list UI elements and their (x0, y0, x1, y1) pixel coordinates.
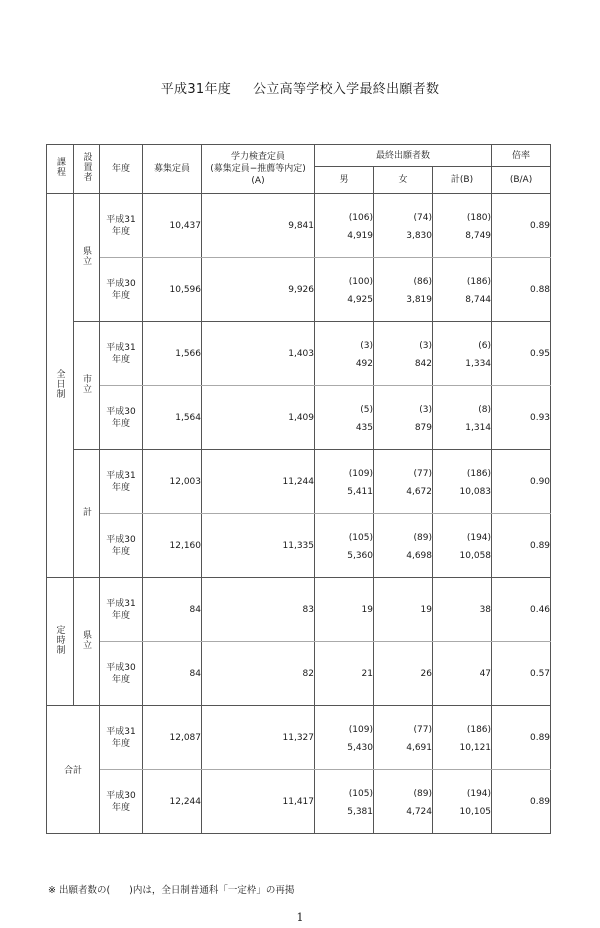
year-cell: 平成31 年度 (100, 450, 143, 514)
capacity-cell: 84 (143, 642, 202, 706)
table-row (47, 450, 551, 514)
female-cell: (77) 4,672 (374, 450, 433, 514)
ratio-cell: 0.89 (492, 770, 551, 834)
course-fulltime: 全日制 (47, 194, 74, 578)
total-cell: 47 (433, 642, 492, 706)
ratio-cell: 0.46 (492, 578, 551, 642)
exam-capacity-cell: 11,244 (202, 450, 315, 514)
header-founder: 設置者 (74, 145, 100, 194)
founder-prefectural: 県立 (74, 194, 100, 322)
male-cell: (109) 5,430 (315, 706, 374, 770)
male-cell: (5) 435 (315, 386, 374, 450)
ratio-cell: 0.89 (492, 194, 551, 258)
male-cell: 21 (315, 642, 374, 706)
female-cell: 26 (374, 642, 433, 706)
capacity-cell: 1,564 (143, 386, 202, 450)
header-capacity: 募集定員 (143, 145, 202, 194)
title-year: 平成31年度 (160, 82, 232, 97)
title-subject: 公立高等学校入学最終出願者数 (253, 82, 440, 97)
total-cell: (8) 1,314 (433, 386, 492, 450)
exam-capacity-cell: 11,335 (202, 514, 315, 578)
total-cell: (186) 8,744 (433, 258, 492, 322)
total-cell: (186) 10,083 (433, 450, 492, 514)
table-row (47, 258, 551, 322)
founder-prefectural: 県立 (74, 578, 100, 706)
year-cell: 平成30 年度 (100, 386, 143, 450)
female-cell: (77) 4,691 (374, 706, 433, 770)
course-parttime: 定時制 (47, 578, 74, 706)
table-row (47, 514, 551, 578)
total-cell: (6) 1,334 (433, 322, 492, 386)
header-total: 計(B) (433, 167, 492, 194)
year-cell: 平成30 年度 (100, 258, 143, 322)
grand-total-label: 合計 (47, 706, 100, 834)
male-cell: (109) 5,411 (315, 450, 374, 514)
ratio-cell: 0.93 (492, 386, 551, 450)
header-exam-capacity: 学力検査定員 (募集定員−推薦等内定) (A) (202, 145, 315, 194)
female-cell: (89) 4,724 (374, 770, 433, 834)
exam-capacity-cell: 9,926 (202, 258, 315, 322)
applicants-table (46, 144, 551, 834)
header-applicants: 最終出願者数 (315, 145, 492, 167)
exam-capacity-cell: 11,327 (202, 706, 315, 770)
year-cell: 平成30 年度 (100, 770, 143, 834)
female-cell: (74) 3,830 (374, 194, 433, 258)
year-cell: 平成31 年度 (100, 322, 143, 386)
male-cell: (3) 492 (315, 322, 374, 386)
female-cell: (3) 842 (374, 322, 433, 386)
header-course: 課程 (47, 145, 74, 194)
table-row (47, 706, 551, 770)
capacity-cell: 12,160 (143, 514, 202, 578)
male-cell: (105) 5,360 (315, 514, 374, 578)
capacity-cell: 1,566 (143, 322, 202, 386)
table-row (47, 386, 551, 450)
female-cell: (3) 879 (374, 386, 433, 450)
ratio-cell: 0.90 (492, 450, 551, 514)
capacity-cell: 12,244 (143, 770, 202, 834)
capacity-cell: 84 (143, 578, 202, 642)
header-female: 女 (374, 167, 433, 194)
year-cell: 平成30 年度 (100, 514, 143, 578)
ratio-cell: 0.89 (492, 514, 551, 578)
exam-capacity-cell: 9,841 (202, 194, 315, 258)
capacity-cell: 10,437 (143, 194, 202, 258)
table-row (47, 642, 551, 706)
total-cell: (194) 10,105 (433, 770, 492, 834)
year-cell: 平成30 年度 (100, 642, 143, 706)
total-cell: (180) 8,749 (433, 194, 492, 258)
table-row (47, 322, 551, 386)
total-cell: (194) 10,058 (433, 514, 492, 578)
year-cell: 平成31 年度 (100, 578, 143, 642)
founder-municipal: 市立 (74, 322, 100, 450)
table-row (47, 578, 551, 642)
ratio-cell: 0.89 (492, 706, 551, 770)
exam-capacity-cell: 1,403 (202, 322, 315, 386)
table-row (47, 194, 551, 258)
header-male: 男 (315, 167, 374, 194)
male-cell: (105) 5,381 (315, 770, 374, 834)
total-cell: (186) 10,121 (433, 706, 492, 770)
female-cell: (86) 3,819 (374, 258, 433, 322)
ratio-cell: 0.57 (492, 642, 551, 706)
table-row (47, 770, 551, 834)
header-ratio: 倍率 (492, 145, 551, 167)
exam-capacity-cell: 82 (202, 642, 315, 706)
capacity-cell: 12,087 (143, 706, 202, 770)
female-cell: 19 (374, 578, 433, 642)
total-cell: 38 (433, 578, 492, 642)
exam-capacity-cell: 11,417 (202, 770, 315, 834)
ratio-cell: 0.88 (492, 258, 551, 322)
exam-capacity-cell: 83 (202, 578, 315, 642)
male-cell: (106) 4,919 (315, 194, 374, 258)
page-number: 1 (296, 911, 304, 924)
year-cell: 平成31 年度 (100, 706, 143, 770)
page-title (0, 78, 600, 97)
founder-subtotal: 計 (74, 450, 100, 578)
exam-capacity-cell: 1,409 (202, 386, 315, 450)
header-ratio-formula: (B/A) (492, 167, 551, 194)
male-cell: (100) 4,925 (315, 258, 374, 322)
female-cell: (89) 4,698 (374, 514, 433, 578)
capacity-cell: 10,596 (143, 258, 202, 322)
ratio-cell: 0.95 (492, 322, 551, 386)
header-row-1 (47, 145, 551, 167)
header-year: 年度 (100, 145, 143, 194)
capacity-cell: 12,003 (143, 450, 202, 514)
male-cell: 19 (315, 578, 374, 642)
year-cell: 平成31 年度 (100, 194, 143, 258)
footnote: ※ 出願者数の( )内は，全日制普通科「一定枠」の再掲 (48, 885, 295, 896)
